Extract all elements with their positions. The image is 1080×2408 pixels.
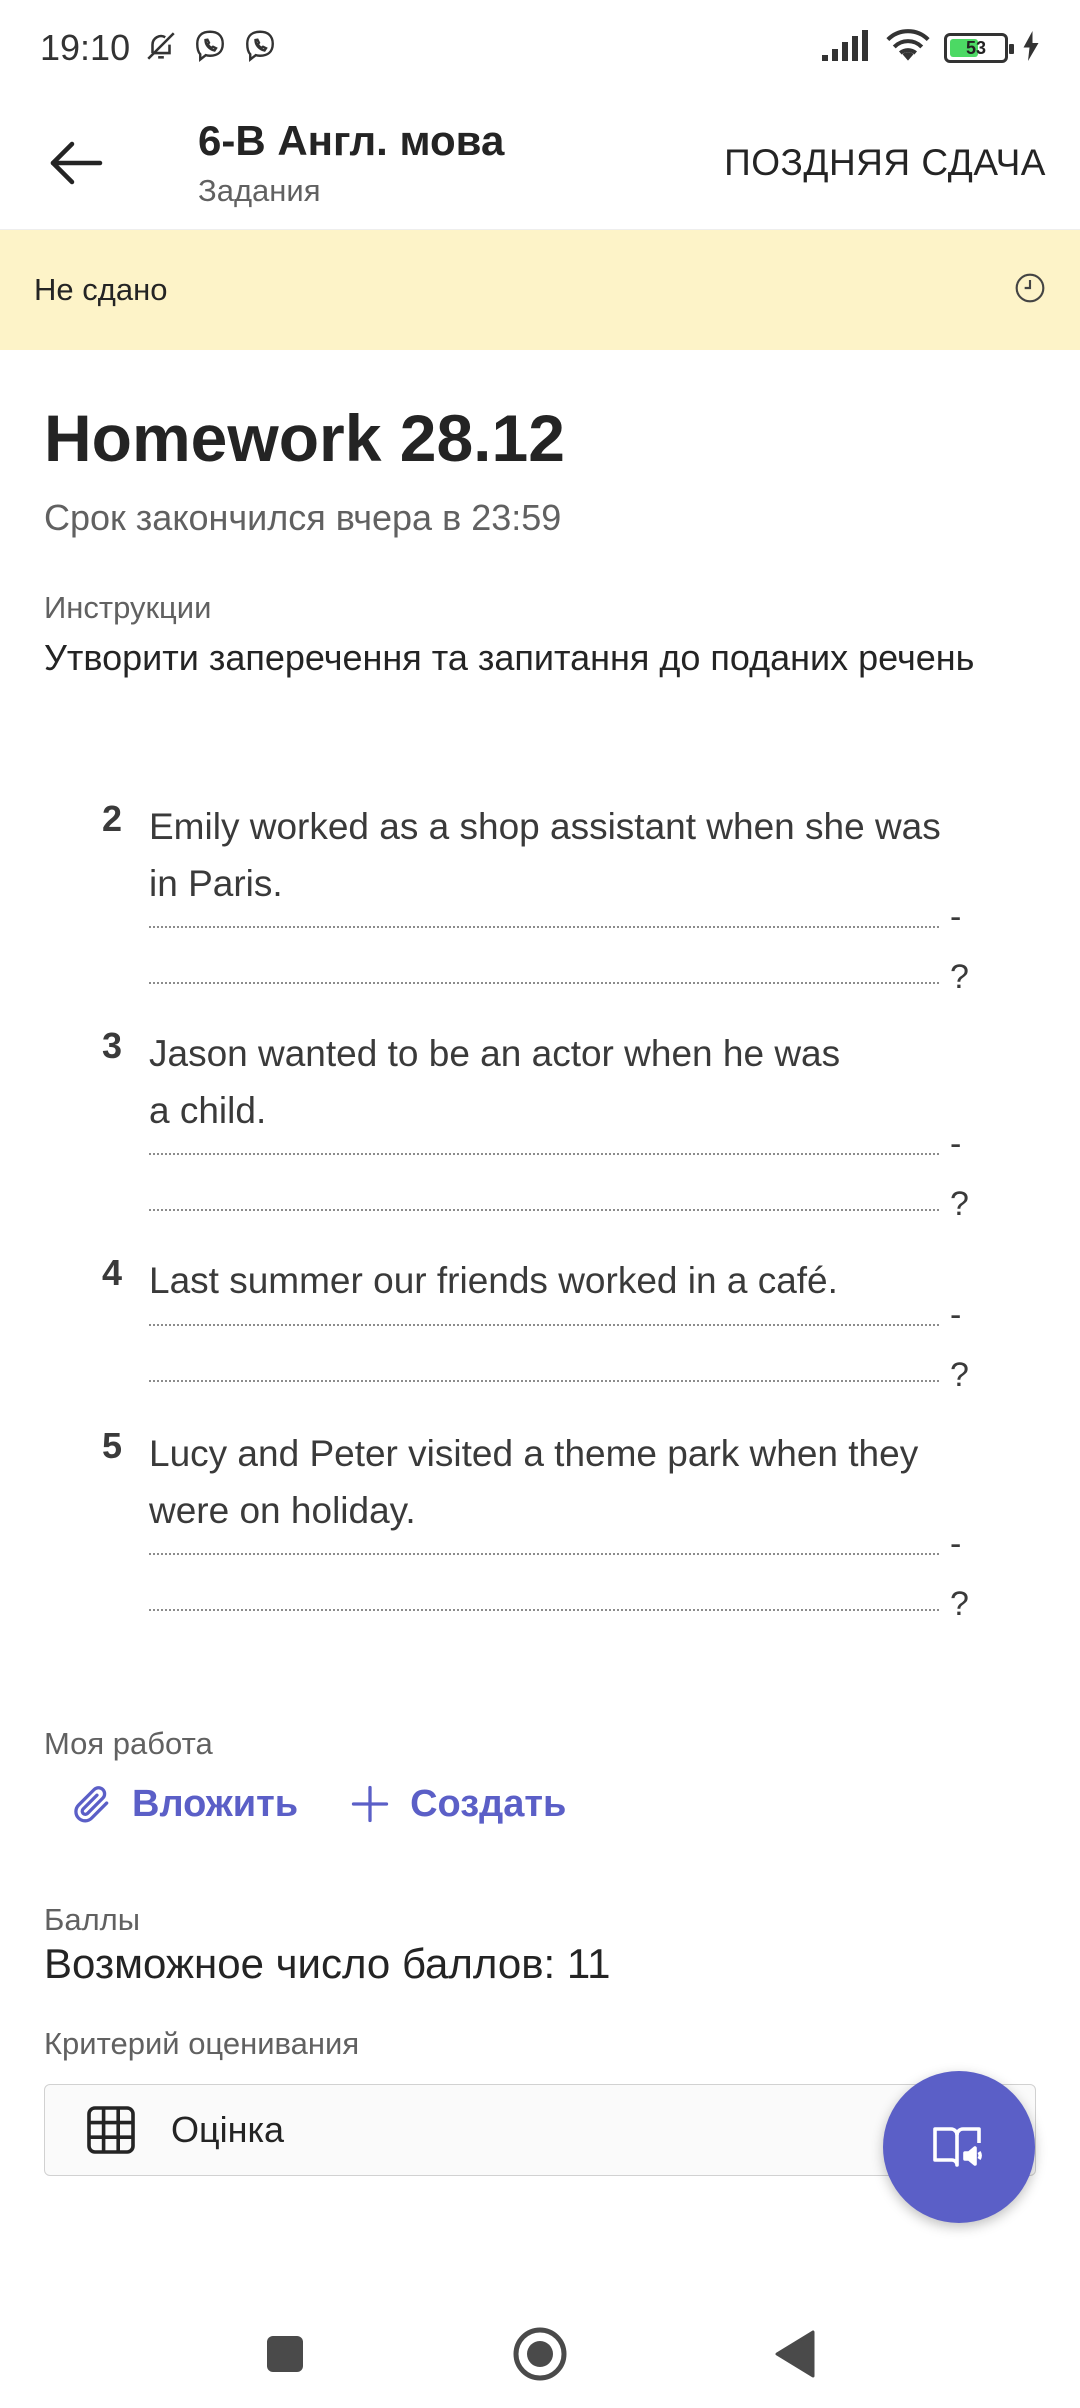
negative-mark: - (950, 898, 962, 936)
answer-line-question (149, 1380, 939, 1382)
wifi-icon (886, 29, 930, 68)
negative-mark: - (950, 1296, 962, 1334)
charging-icon (1022, 31, 1040, 66)
submission-status-banner (0, 230, 1080, 350)
status-time: 19:10 (40, 27, 131, 68)
status-bar (0, 0, 1080, 96)
mute-icon (144, 29, 178, 68)
points-value: Возможное число баллов: 11 (44, 1940, 611, 1987)
negative-mark: - (950, 1525, 962, 1563)
exercise-number: 5 (102, 1425, 123, 1466)
answer-line-question (149, 982, 939, 984)
submission-status-text: Не сдано (34, 272, 168, 307)
question-mark: ? (950, 1356, 969, 1394)
attach-label: Вложить (132, 1782, 299, 1825)
plus-icon (348, 1782, 392, 1826)
back-button[interactable] (26, 113, 126, 213)
square-icon (265, 2334, 305, 2374)
exercise-number: 2 (102, 798, 123, 839)
battery-icon (944, 33, 1008, 63)
create-label: Создать (410, 1782, 567, 1825)
assignment-title: Homework 28.12 (44, 401, 565, 475)
status-left (40, 27, 278, 69)
late-submit-button[interactable]: ПОЗДНЯЯ СДАЧА (724, 141, 1046, 183)
clock-icon (1014, 272, 1046, 309)
arrow-left-icon (48, 140, 104, 186)
exercise-number: 4 (102, 1252, 123, 1293)
viber-icon-2 (242, 28, 278, 69)
back-nav-button[interactable] (755, 2314, 835, 2394)
attach-button[interactable] (70, 1782, 298, 1826)
answer-line-negative (149, 1553, 939, 1555)
exercise-sentence (149, 798, 969, 912)
home-circle-icon (512, 2326, 568, 2382)
exercise-sentence (149, 1425, 969, 1539)
exercise-line-2: a child. (149, 1090, 267, 1131)
exercise-number: 3 (102, 1025, 123, 1066)
due-date-text: Срок закончился вчера в 23:59 (44, 497, 562, 538)
system-nav-bar (0, 2300, 1080, 2408)
header-titles (198, 117, 724, 209)
recents-button[interactable] (245, 2314, 325, 2394)
answer-line-question (149, 1209, 939, 1211)
answer-line-negative (149, 1153, 939, 1155)
signal-icon (820, 29, 872, 68)
grid-icon (85, 2104, 137, 2156)
class-title: 6-В Англ. мова (198, 116, 505, 164)
points-label: Баллы (44, 1902, 141, 1937)
status-right (820, 29, 1040, 68)
question-mark: ? (950, 958, 969, 996)
exercise-line-1: Emily worked as a shop assistant when she was (149, 806, 941, 847)
viber-icon (192, 28, 228, 69)
home-button[interactable] (500, 2314, 580, 2394)
exercise-image[interactable] (86, 780, 986, 1660)
negative-mark: - (950, 1125, 962, 1163)
battery-level-text: 53 (965, 37, 987, 58)
immersive-reader-icon (931, 2123, 987, 2171)
exercise-sentence (149, 1025, 969, 1139)
exercise-line-1: Lucy and Peter visited a theme park when they (149, 1433, 919, 1474)
exercise-line-1: Last summer our friends worked in a café. (149, 1260, 838, 1301)
question-mark: ? (950, 1585, 969, 1623)
question-mark: ? (950, 1185, 969, 1223)
my-work-label: Моя работа (44, 1726, 213, 1761)
instructions-text: Утворити заперечення та запитання до поданих речень (44, 637, 975, 678)
exercise-line-1: Jason wanted to be an actor when he was (149, 1033, 841, 1074)
app-header (0, 96, 1080, 230)
answer-line-negative (149, 926, 939, 928)
section-subtitle: Задания (198, 172, 321, 208)
answer-line-question (149, 1609, 939, 1611)
paperclip-icon (70, 1782, 114, 1826)
answer-line-negative (149, 1324, 939, 1326)
exercise-sentence (149, 1252, 969, 1309)
instructions-label: Инструкции (44, 590, 212, 625)
exercise-line-2: were on holiday. (149, 1490, 416, 1531)
my-work-actions (70, 1782, 566, 1826)
immersive-reader-button[interactable] (883, 2071, 1035, 2223)
exercise-line-2: in Paris. (149, 863, 283, 904)
rubric-name: Оцінка (171, 2109, 285, 2150)
create-button[interactable] (348, 1782, 566, 1826)
rubric-label: Критерий оценивания (44, 2026, 360, 2061)
triangle-back-icon (775, 2330, 815, 2378)
